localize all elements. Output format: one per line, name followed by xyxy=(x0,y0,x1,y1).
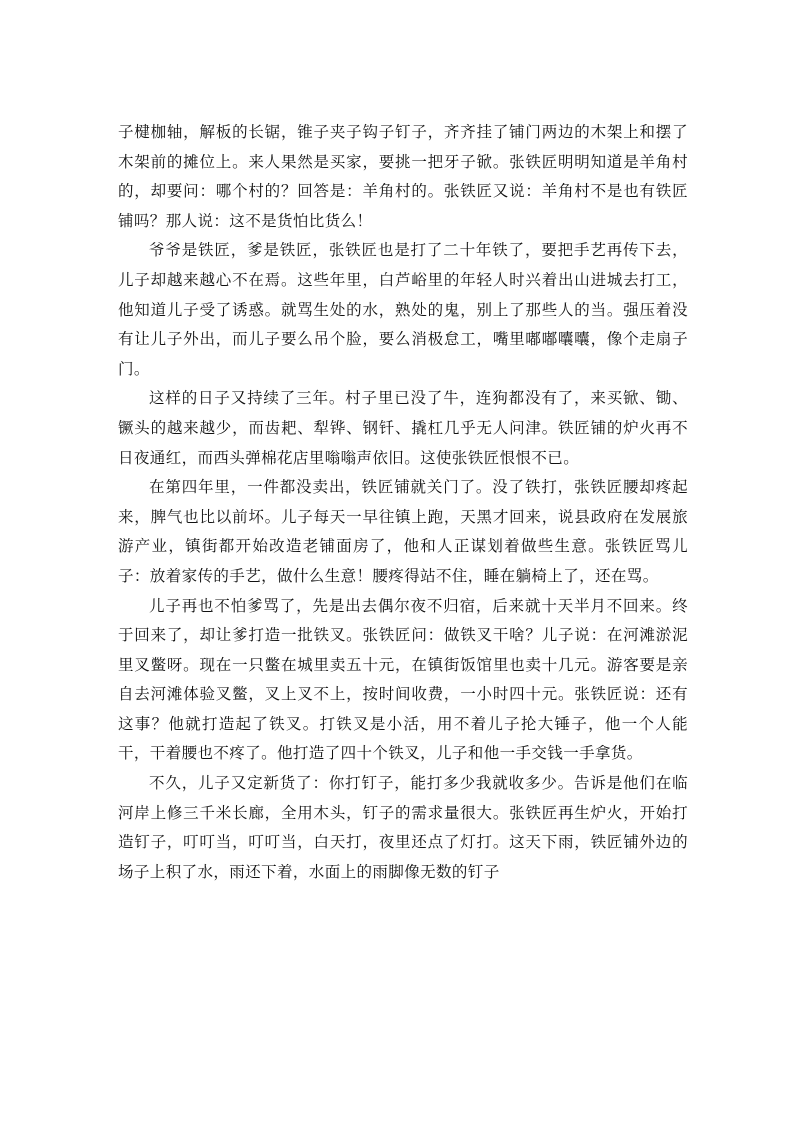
document-body xyxy=(118,118,688,887)
paragraph-5: 儿子再也不怕爹骂了，先是出去偶尔夜不归宿，后来就十天半月不回来。终于回来了，却让爹打造一批铁叉。张铁匠问：做铁叉干啥？儿子说：在河滩淤泥里叉鳖呀。现在一只鳖在城里卖五十元，在镇街饭馆里也卖十几元。游客要是亲自去河滩体验叉鳖，叉上叉不上，按时间收费，一小时四十元。张铁匠说：还有这事？他就打造起了铁叉。打铁叉是小活，用不着儿子抡大锤子，他一个人能干，干着腰也不疼了。他打造了四十个铁叉，儿子和他一手交钱一手拿货。 xyxy=(118,596,688,763)
paragraph-2: 爷爷是铁匠，爹是铁匠，张铁匠也是打了二十年铁了，要把手艺再传下去，儿子却越来越心不在焉。这些年里，白芦峪里的年轻人时兴着出山进城去打工，他知道儿子受了诱惑。就骂生处的水，熟处的鬼，别上了那些人的当。强压着没有让儿子外出，而儿子要么吊个脸，要么消极怠工，嘴里嘟嘟囔囔，像个走扇子门。 xyxy=(118,241,688,378)
paragraph-4: 在第四年里，一件都没卖出，铁匠铺就关门了。没了铁打，张铁匠腰却疼起来，脾气也比以前坏。儿子每天一早往镇上跑，天黑才回来，说县政府在发展旅游产业，镇街都开始改造老铺面房了，他和人正谋划着做些生意。张铁匠骂儿子：放着家传的手艺，做什么生意！腰疼得站不住，睡在躺椅上了，还在骂。 xyxy=(118,478,688,585)
paragraph-3: 这样的日子又持续了三年。村子里已没了牛，连狗都没有了，来买锨、锄、镢头的越来越少，而齿耙、犁铧、钢钎、撬杠几乎无人问津。铁匠铺的炉火再不日夜通红，而西头弹棉花店里嗡嗡声依旧。这使张铁匠恨恨不已。 xyxy=(118,389,688,467)
paragraph-6: 不久，儿子又定新货了：你打钉子，能打多少我就收多少。告诉是他们在临河岸上修三千米长廊，全用木头，钉子的需求量很大。张铁匠再生炉火，开始打造钉子，叮叮当，叮叮当，白天打，夜里还点了灯打。这天下雨，铁匠铺外边的场子上积了水，雨还下着，水面上的雨脚像无数的钉子 xyxy=(118,774,688,881)
paragraph-1: 子楗枷轴，解板的长锯，锥子夹子钩子钉子，齐齐挂了铺门两边的木架上和摆了木架前的摊位上。来人果然是买家，要挑一把牙子锨。张铁匠明明知道是羊角村的，却要问：哪个村的？回答是：羊角村的。张铁匠又说：羊角村不是也有铁匠铺吗？那人说：这不是货怕比货么！ xyxy=(118,123,688,230)
